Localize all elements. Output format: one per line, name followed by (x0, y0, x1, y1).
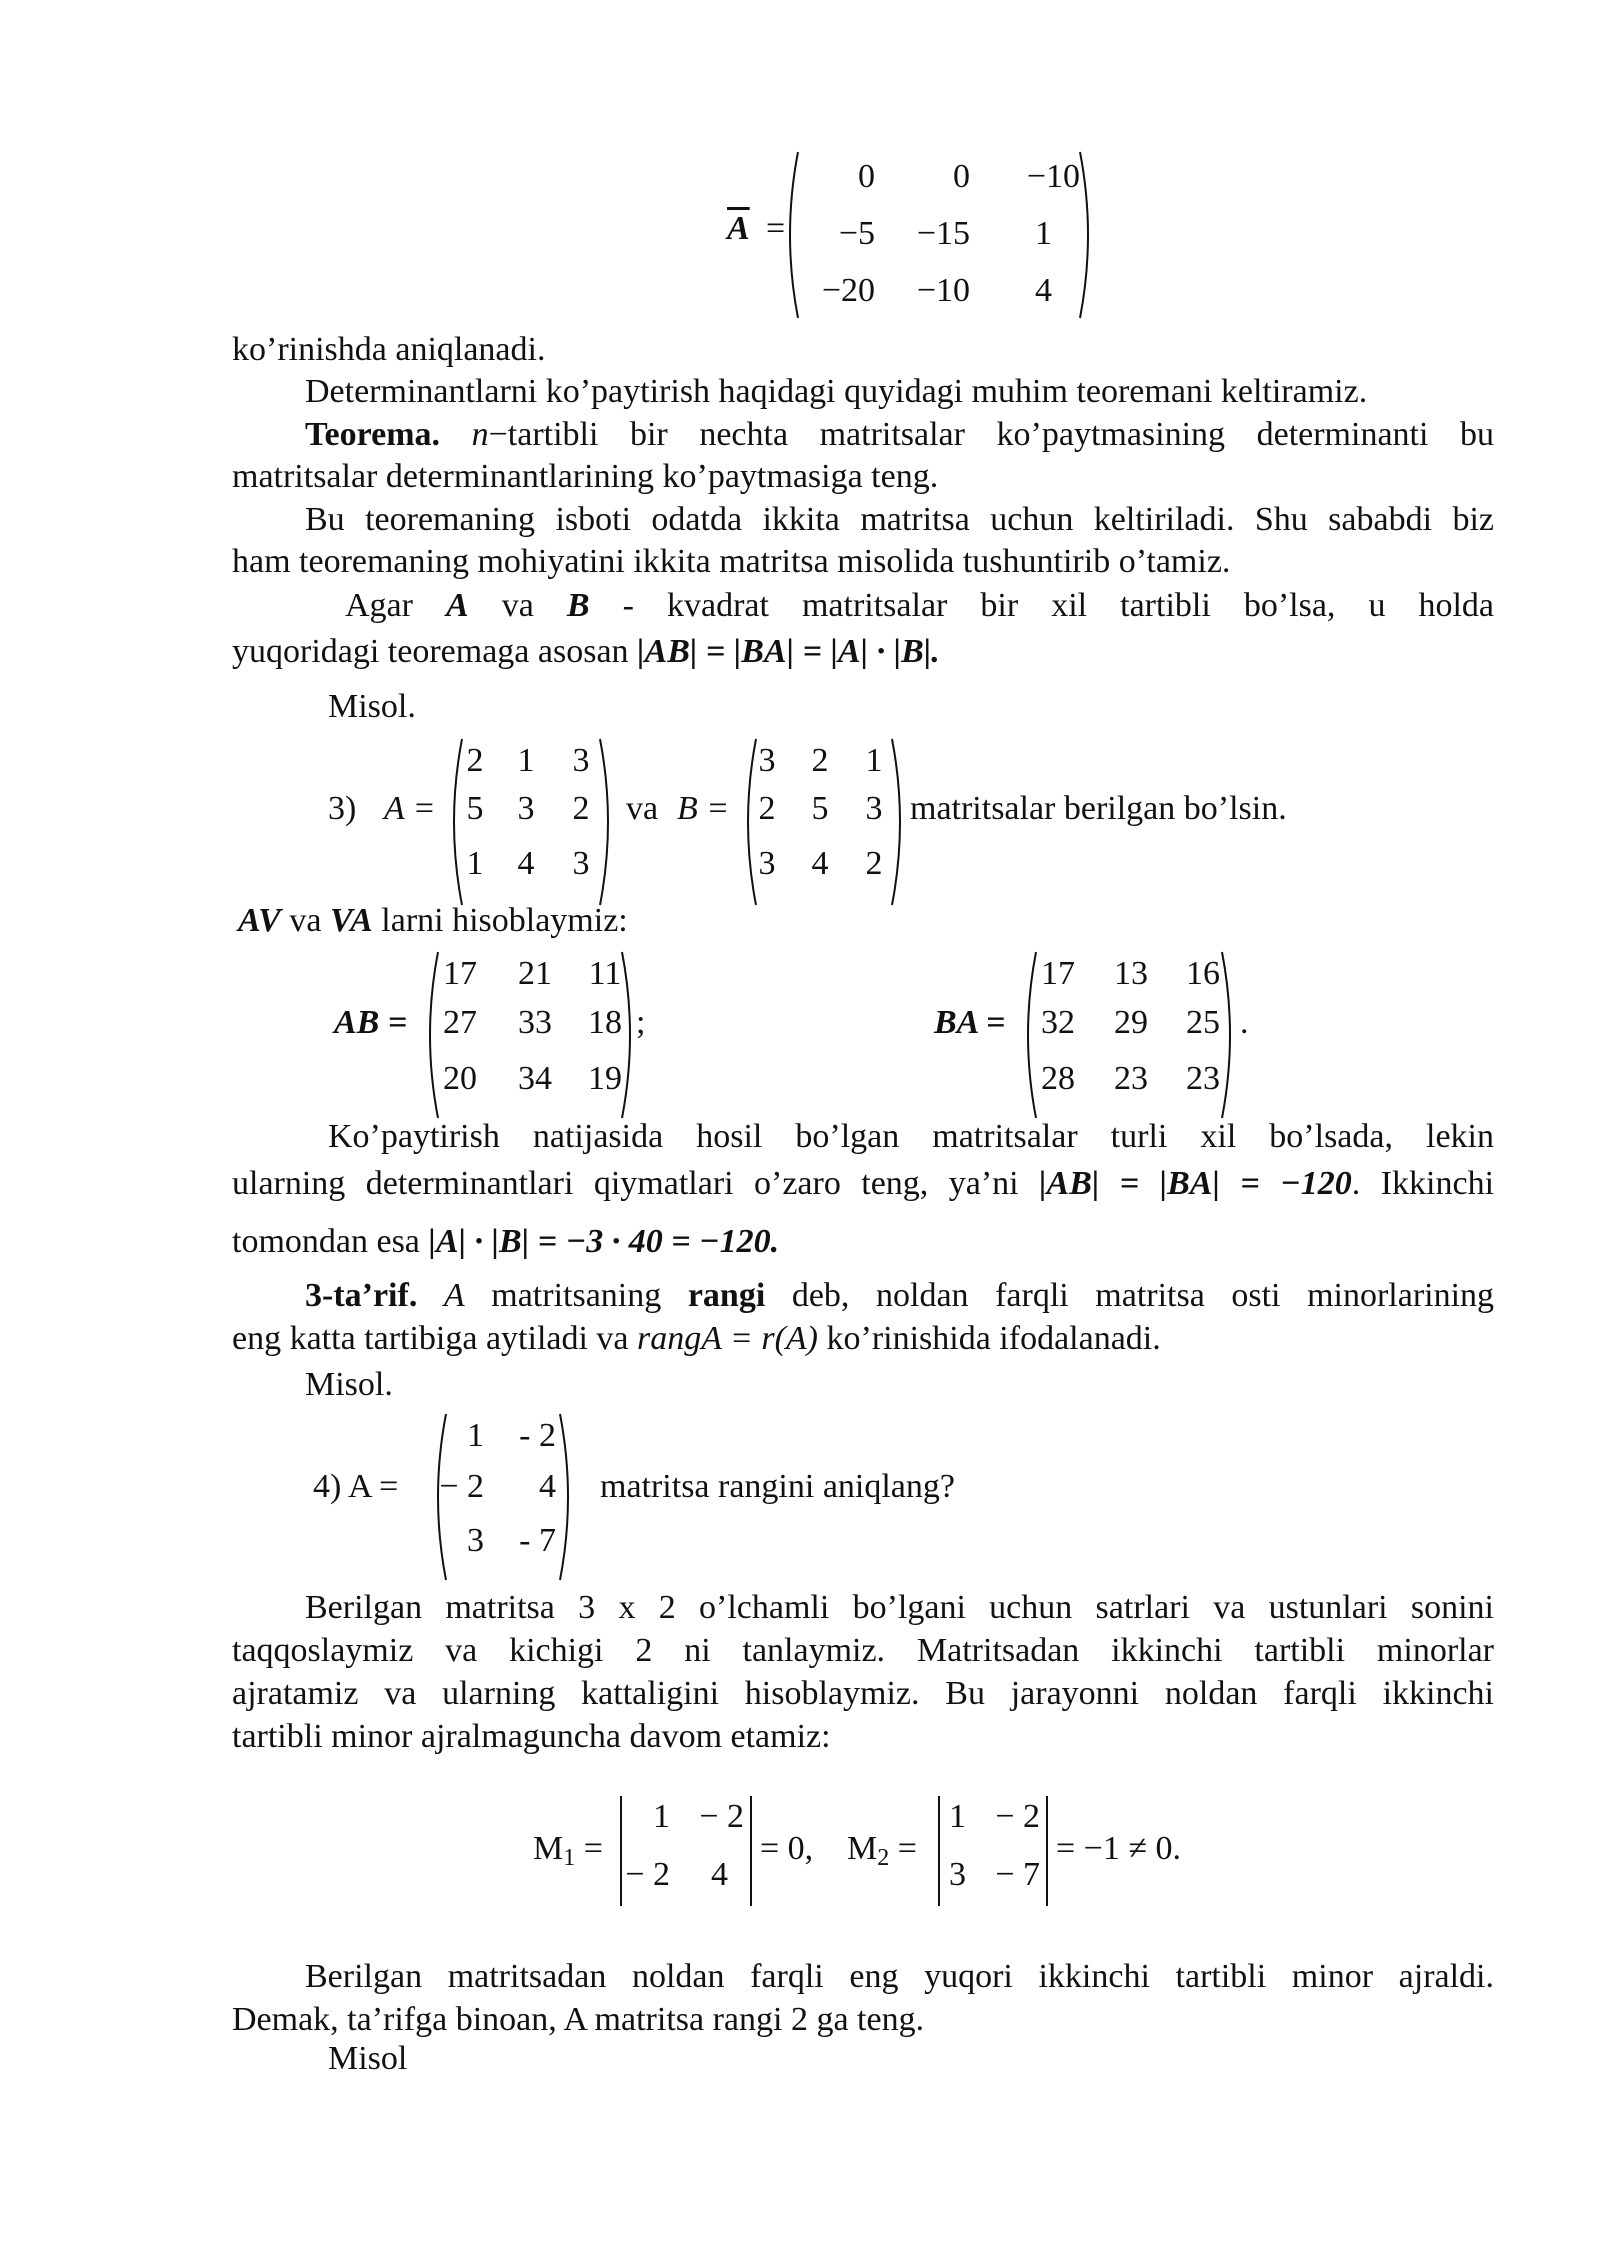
matrix-cell: 2 (572, 790, 590, 827)
matrix-cell: 1 (1035, 215, 1052, 252)
paragraph-text: yuqoridagi teoremaga asosan |AB| = |BA| = |A| · |B|. (232, 633, 940, 670)
matrix-a-label: A = (384, 790, 436, 827)
matrix-cell: 23 (1186, 1060, 1220, 1097)
matrix-cell: −20 (821, 272, 875, 309)
paragraph-text: tomondan esa |A| · |B| = −3 · 40 = −120. (232, 1223, 780, 1260)
definition-line: eng katta tartibiga aytiladi va rangA = r(A) ko’rinishida ifodalanadi. (232, 1320, 1161, 1357)
det-bar (1046, 1796, 1048, 1906)
matrix-b (744, 737, 904, 907)
matrix-cell: 3 (572, 742, 590, 779)
matrix-ba (1028, 950, 1238, 1120)
matrix-cell: 2 (811, 742, 829, 779)
paragraph-text: ularning determinantlari qiymatlari o’zaro teng, ya’ni |AB| = |BA| = −120. Ikkinchi (232, 1165, 1495, 1202)
example-tail: matritsalar berilgan bo’lsin. (910, 790, 1287, 827)
paragraph-text: tartibli minor ajralmaguncha davom etamiz: (232, 1718, 831, 1755)
minor-m2-result: = −1 ≠ 0. (1056, 1830, 1182, 1867)
matrix-cell: 2 (758, 790, 776, 827)
matrix-ab (430, 950, 640, 1120)
right-paren (890, 737, 910, 907)
matrix-cell: − 2 (699, 1798, 744, 1835)
matrix-cell: −10 (1026, 158, 1080, 195)
minor-m1-result: = 0, (760, 1830, 814, 1867)
matrix-cell: − 7 (995, 1856, 1040, 1893)
matrix-a (450, 737, 610, 907)
equals-sign: = (766, 210, 786, 247)
matrix-cell: 3 (572, 845, 590, 882)
matrix-cell: 3 (517, 790, 535, 827)
matrix-cell: − 2 (625, 1856, 670, 1893)
example-heading: Misol. (328, 688, 416, 725)
matrix-cell: 27 (443, 1004, 477, 1041)
paragraph-text: Berilgan matritsa 3 x 2 o’lchamli bo’lgani uchun satrlari va ustunlari sonini (305, 1589, 1494, 1626)
ab-label: AB = (334, 1004, 408, 1041)
matrix-cell: −10 (916, 272, 970, 309)
matrix-cell: 4 (517, 845, 535, 882)
matrix-cell: 1 (865, 742, 883, 779)
example-4-label: 4) A = (313, 1468, 399, 1505)
right-paren (1078, 150, 1098, 320)
matrix-b-label: B = (677, 790, 730, 827)
matrix-cell: 1 (467, 1417, 484, 1454)
paragraph-text: Bu teoremaning isboti odatda ikkita matritsa uchun keltiriladi. Shu sababdi biz (305, 501, 1494, 538)
minor-m1 (622, 1796, 750, 1906)
paragraph-text: Determinantlarni ko’paytirish haqidagi quyidagi muhim teoremani keltiramiz. (305, 373, 1368, 410)
matrix-abar-label: $\overline{A}$ (727, 210, 750, 247)
ba-label: BA = (934, 1004, 1006, 1041)
example-number: 3) (328, 790, 357, 827)
matrix-cell: 17 (1041, 955, 1075, 992)
example-tail: matritsa rangini aniqlang? (600, 1468, 955, 1505)
det-bar (750, 1796, 752, 1906)
theorem-line: matritsalar determinantlarining ko’paytmasiga teng. (232, 458, 939, 495)
example-heading: Misol (328, 2040, 408, 2077)
matrix-cell: − 2 (995, 1798, 1040, 1835)
matrix-cell: 1 (653, 1798, 670, 1835)
matrix-cell: 17 (443, 955, 477, 992)
theorem-line: Teorema. n−tartibli bir nechta matritsalar ko’paytmasining determinanti bu (305, 416, 1494, 453)
matrix-cell: 5 (811, 790, 829, 827)
matrix-cell: 3 (949, 1856, 966, 1893)
determinant-formula: |AB| = |BA| = −120 (1039, 1165, 1352, 1202)
matrix-cell: 4 (1035, 272, 1052, 309)
matrix-cell: 3 (467, 1522, 484, 1559)
va-text: va (626, 790, 659, 827)
matrix-cell: 16 (1186, 955, 1220, 992)
matrix-cell: 23 (1114, 1060, 1148, 1097)
matrix-cell: 34 (518, 1060, 552, 1097)
paragraph-text: taqqoslaymiz va kichigi 2 ni tanlaymiz. Matritsadan ikkinchi tartibli minorlar (232, 1632, 1494, 1669)
period: . (1240, 1004, 1249, 1041)
matrix-cell: - 2 (519, 1417, 556, 1454)
matrix-cell: 3 (758, 742, 776, 779)
matrix-cell: 20 (443, 1060, 477, 1097)
semicolon: ; (636, 1004, 646, 1041)
paragraph-text: AV va VA larni hisoblaymiz: (238, 902, 628, 939)
matrix-cell: 4 (811, 845, 829, 882)
matrix-cell: 2 (466, 742, 484, 779)
paragraph-text: Agar A va B - kvadrat matritsalar bir xil tartibli bo’lsa, u holda (345, 587, 1495, 624)
matrix-abar (790, 150, 1090, 320)
minor-m2 (940, 1796, 1044, 1906)
determinant-formula: |AB| = |BA| = |A| · |B|. (637, 633, 940, 670)
rank-formula: rangA = r(A) (637, 1320, 818, 1357)
matrix-cell: 18 (588, 1004, 622, 1041)
right-paren (558, 1412, 578, 1582)
right-paren (1220, 950, 1240, 1120)
matrix-cell: - 7 (519, 1522, 556, 1559)
matrix-cell: 19 (588, 1060, 622, 1097)
matrix-cell: 32 (1041, 1004, 1075, 1041)
matrix-cell: 0 (953, 158, 970, 195)
paragraph-text: Berilgan matritsadan noldan farqli eng yuqori ikkinchi tartibli minor ajraldi. (305, 1958, 1494, 1995)
matrix-cell: 4 (539, 1468, 556, 1505)
matrix-cell: 11 (588, 955, 622, 992)
minor-m1-label: $M_1$ = (533, 1830, 603, 1871)
paragraph-text: ajratamiz va ularning kattaligini hisoblaymiz. Bu jarayonni noldan farqli ikkinchi (232, 1675, 1494, 1712)
matrix-cell: 1 (949, 1798, 966, 1835)
matrix-cell: −15 (916, 215, 970, 252)
matrix-cell: 13 (1114, 955, 1148, 992)
matrix-cell: 1 (466, 845, 484, 882)
matrix-cell: 33 (518, 1004, 552, 1041)
example-heading: Misol. (305, 1366, 393, 1403)
determinant-formula: |A| · |B| = −3 · 40 = −120. (428, 1223, 780, 1260)
minor-m2-label: $M_2$ = (847, 1830, 917, 1871)
matrix-cell: 2 (865, 845, 883, 882)
paragraph-text: Ko’paytirish natijasida hosil bo’lgan matritsalar turli xil bo’lsada, lekin (328, 1118, 1494, 1155)
paragraph-text: ham teoremaning mohiyatini ikkita matritsa misolida tushuntirib o’tamiz. (232, 543, 1231, 580)
matrix-4 (438, 1412, 578, 1582)
matrix-cell: 1 (517, 742, 535, 779)
definition-line: 3-ta’rif. A matritsaning rangi deb, noldan farqli matritsa osti minorlarining (305, 1277, 1495, 1314)
matrix-cell: − 2 (439, 1468, 484, 1505)
matrix-cell: 0 (858, 158, 875, 195)
matrix-cell: 28 (1041, 1060, 1075, 1097)
paragraph-text: ko’rinishda aniqlanadi. (232, 331, 546, 368)
right-paren (598, 737, 618, 907)
matrix-cell: −5 (838, 215, 875, 252)
paragraph-text: Demak, ta’rifga binoan, A matritsa rangi 2 ga teng. (232, 2001, 925, 2038)
matrix-cell: 21 (518, 955, 552, 992)
matrix-cell: 4 (711, 1856, 728, 1893)
matrix-cell: 3 (758, 845, 776, 882)
matrix-cell: 25 (1186, 1004, 1220, 1041)
matrix-cell: 3 (865, 790, 883, 827)
matrix-cell: 29 (1114, 1004, 1148, 1041)
matrix-cell: 5 (466, 790, 484, 827)
